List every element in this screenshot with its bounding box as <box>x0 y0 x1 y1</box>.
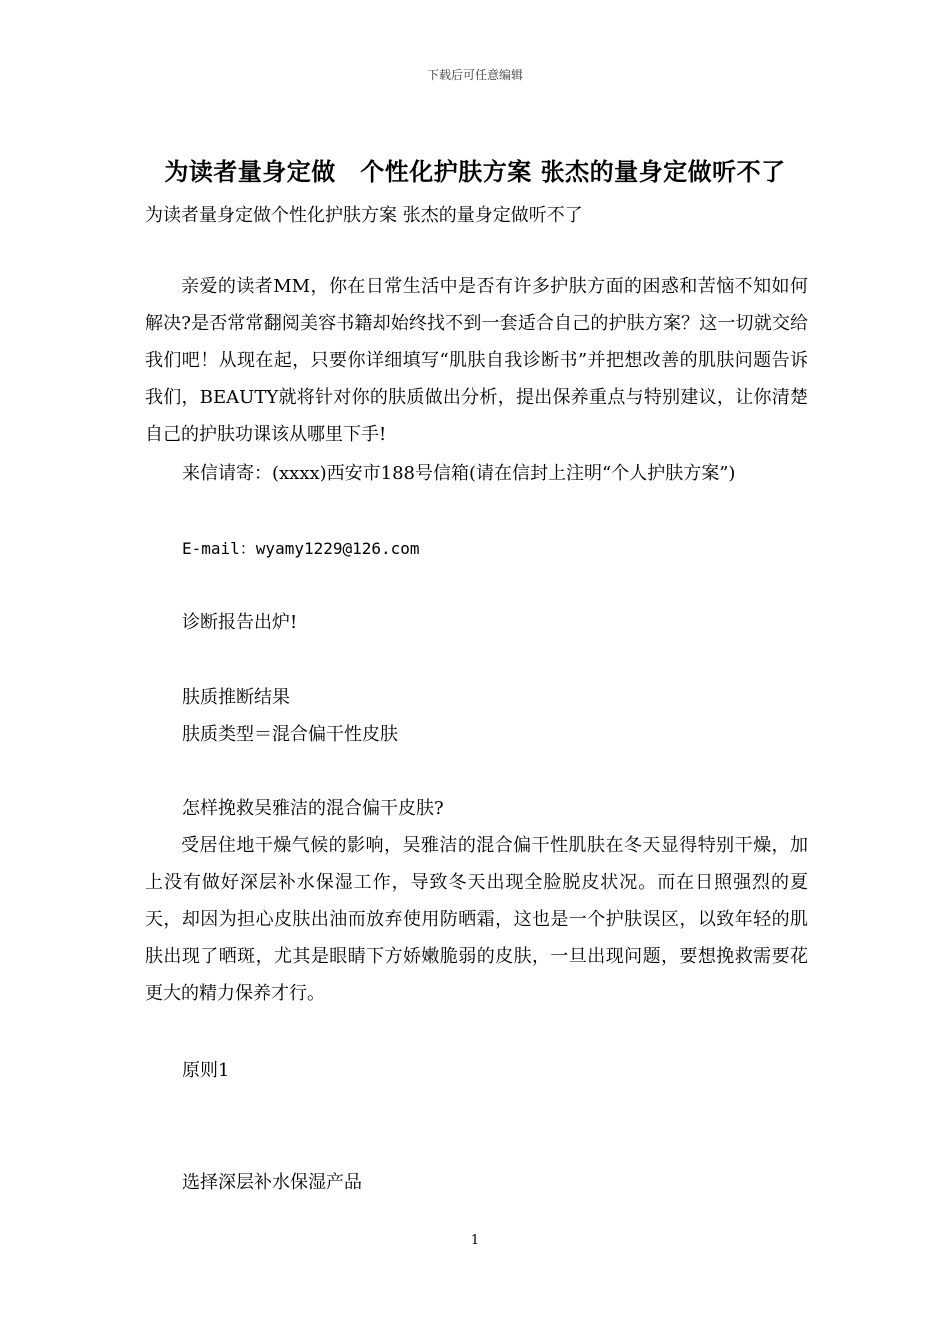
mail-address-line: 来信请寄：(xxxx)西安市188号信箱(请在信封上注明“个人护肤方案”) <box>182 463 736 484</box>
skin-type-line: 肤质类型＝混合偏干性皮肤 <box>182 724 398 745</box>
result-heading: 肤质推断结果 <box>182 687 290 708</box>
principle-label: 原则1 <box>182 1060 230 1081</box>
report-heading: 诊断报告出炉! <box>182 612 298 633</box>
document-subtitle: 为读者量身定做个性化护肤方案 张杰的量身定做听不了 <box>145 205 583 226</box>
document-title: 为读者量身定做 个性化护肤方案 张杰的量身定做听不了 <box>164 158 786 186</box>
intro-paragraph: 亲爱的读者MM，你在日常生活中是否有许多护肤方面的困惑和苦恼不知如何解决?是否常常翻阅美容书籍却始终找不到一套适合自己的护肤方案？这一切就交给我们吧！从现在起，只要你详细填写“肌肤自我诊断书”并把想改善的肌肤问题告诉我们，BEAUTY就将针对你的肤质做出分析，提出保养重点与特别建议，让你清楚自己的护肤功课该从哪里下手! <box>145 276 808 445</box>
email-line: E-mail：wyamy1229@126.com <box>182 539 420 558</box>
analysis-paragraph: 受居住地干燥气候的影响，吴雅洁的混合偏干性肌肤在冬天显得特别干燥，加上没有做好深层补水保湿工作，导致冬天出现全脸脱皮状况。而在日照强烈的夏天，却因为担心皮肤出油而放弃使用防晒霜，这也是一个护肤误区，以致年轻的肌肤出现了晒斑，尤其是眼睛下方娇嫩脆弱的皮肤，一旦出现问题，要想挽救需要花更大的精力保养才行。 <box>145 835 808 1004</box>
question-line: 怎样挽救吴雅洁的混合偏干皮肤? <box>182 798 444 819</box>
page-number: 1 <box>470 1233 480 1248</box>
principle-text: 选择深层补水保湿产品 <box>182 1172 362 1193</box>
header-note: 下载后可任意编辑 <box>426 68 523 82</box>
